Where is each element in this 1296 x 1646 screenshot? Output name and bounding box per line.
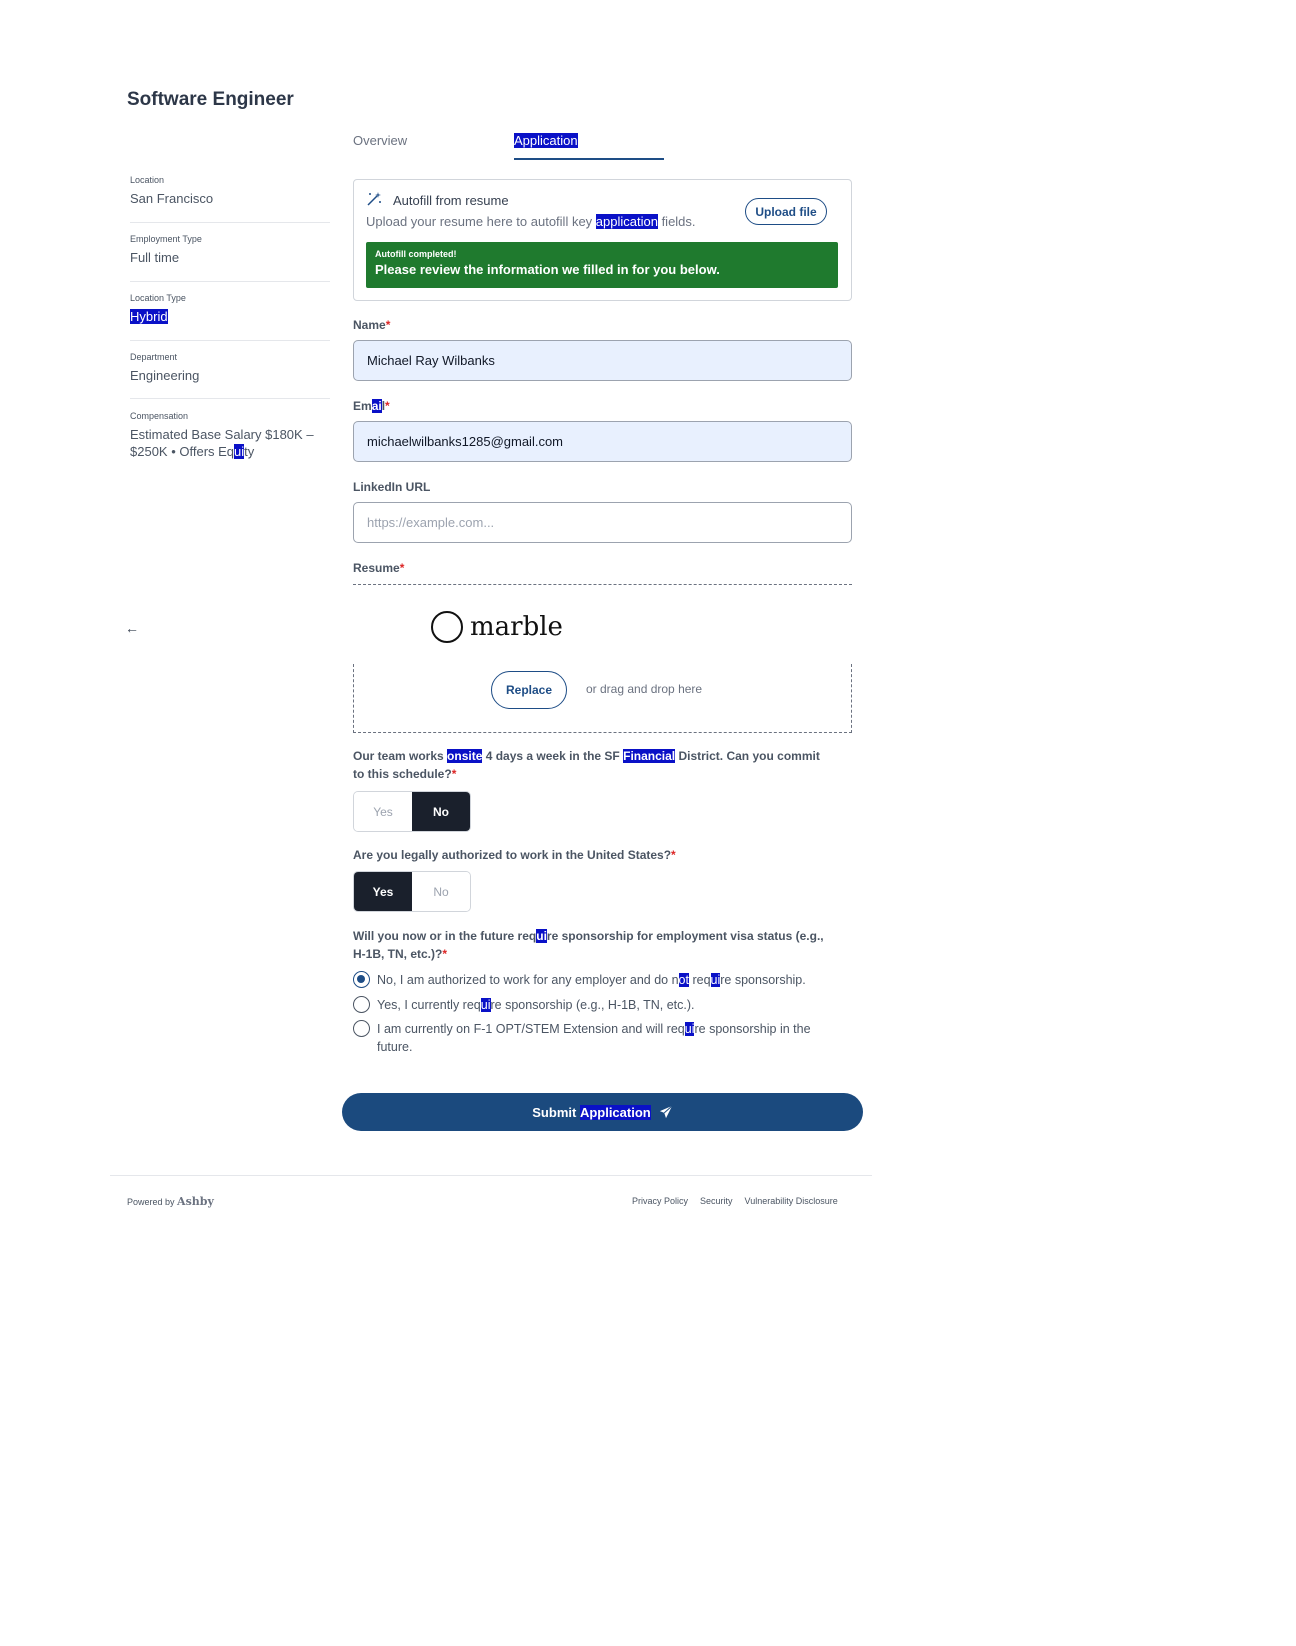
sidebar-divider	[130, 340, 330, 341]
footer-links	[632, 1196, 838, 1206]
authorized-question	[353, 846, 853, 864]
resume-label-text: Resume	[353, 561, 400, 575]
q-text: District. Can you commit	[675, 749, 820, 763]
autofill-desc-text: Upload your resume here to autofill key	[366, 214, 596, 229]
powered-by-text: Powered by	[127, 1197, 178, 1207]
required-mark: *	[385, 399, 390, 413]
option-text-part: I am currently on F-1 OPT/STEM Extension and will req	[377, 1022, 685, 1036]
vulnerability-disclosure-link[interactable]: Vulnerability Disclosure	[744, 1196, 838, 1206]
sponsorship-question	[353, 927, 853, 963]
paper-plane-icon	[659, 1105, 673, 1119]
email-input[interactable]: michaelwilbanks1285@gmail.com	[353, 421, 852, 462]
option-text	[377, 996, 695, 1014]
required-mark: *	[385, 318, 391, 332]
tab-application[interactable]	[514, 133, 578, 148]
marble-logo	[431, 611, 563, 643]
security-link[interactable]: Security	[700, 1196, 733, 1206]
submit-label-highlight: Application	[579, 1104, 651, 1120]
option-text-part: re sponsorship (e.g., H-1B, TN, etc.).	[490, 998, 695, 1012]
option-text-part: req	[688, 973, 711, 987]
linkedin-input[interactable]: https://example.com...	[353, 502, 852, 543]
compensation-line-2: $250K • Offers Eq	[130, 444, 235, 459]
tab-application-label: Application	[514, 133, 578, 148]
autofill-title: Autofill from resume	[393, 193, 509, 208]
option-text-part: re sponsorship in the	[694, 1022, 811, 1036]
authorized-no-button[interactable]: No	[412, 872, 470, 911]
back-arrow-icon[interactable]: ←	[125, 620, 139, 636]
required-mark: *	[451, 767, 457, 781]
page-title: Software Engineer	[127, 89, 294, 110]
required-mark: *	[671, 848, 676, 862]
privacy-policy-link[interactable]: Privacy Policy	[632, 1196, 689, 1206]
onsite-yes-button[interactable]: Yes	[354, 792, 412, 831]
footer-divider	[110, 1175, 872, 1176]
sidebar-label: Employment Type	[130, 234, 202, 244]
marble-circle-icon	[431, 611, 463, 643]
authorized-yes-button[interactable]: Yes	[354, 872, 412, 911]
q-text: H-1B, TN, etc.)?	[353, 947, 443, 961]
sidebar-compensation	[130, 411, 330, 460]
onsite-question	[353, 747, 853, 783]
sidebar-label: Location Type	[130, 293, 186, 303]
required-mark: *	[399, 561, 405, 575]
option-highlight: ui	[480, 998, 491, 1012]
name-label	[353, 318, 390, 332]
sponsorship-option-opt[interactable]	[353, 1020, 853, 1056]
linkedin-label: LinkedIn URL	[353, 480, 431, 494]
option-text-part: No, I am authorized to work for any employer and do n	[377, 973, 679, 987]
sidebar-label: Compensation	[130, 411, 189, 421]
q-text: Will you now or in the future req	[353, 929, 537, 943]
sidebar-value: Engineering	[130, 368, 200, 383]
active-tab-indicator	[514, 158, 664, 160]
sidebar-location-type	[130, 293, 330, 325]
upload-file-button[interactable]: Upload file	[745, 198, 827, 225]
success-title: Autofill completed!	[375, 249, 457, 259]
sponsorship-option-no[interactable]	[353, 971, 853, 989]
resume-dropzone-top	[353, 584, 852, 587]
sidebar-value	[130, 426, 330, 460]
sidebar-divider	[130, 281, 330, 282]
option-text	[377, 1020, 811, 1056]
sponsorship-option-yes[interactable]	[353, 996, 853, 1014]
replace-resume-button[interactable]: Replace	[491, 671, 567, 709]
q-highlight: ui	[536, 929, 547, 943]
onsite-yes-no-toggle	[353, 791, 471, 832]
q-text: Our team works	[353, 749, 448, 763]
sidebar-label: Department	[130, 352, 178, 362]
autofill-description	[366, 214, 696, 229]
autofill-success-banner	[366, 242, 838, 288]
q-text: re sponsorship for employment visa status (e.g.,	[546, 929, 824, 943]
onsite-no-button[interactable]: No	[412, 792, 470, 831]
option-text	[377, 971, 806, 989]
ashby-logo[interactable]: Ashby	[177, 1195, 214, 1208]
q-highlight: Financial	[623, 749, 676, 763]
sidebar-location	[130, 175, 330, 207]
success-message: Please review the information we filled in for you below.	[375, 262, 720, 277]
compensation-line-2-end: ty	[244, 444, 255, 459]
magic-wand-icon	[366, 191, 382, 207]
option-highlight: ui	[684, 1022, 695, 1036]
tab-overview[interactable]: Overview	[353, 133, 408, 148]
option-text-part: re sponsorship.	[720, 973, 806, 987]
option-text-part: Yes, I currently req	[377, 998, 481, 1012]
resume-dropzone[interactable]	[353, 664, 852, 733]
resume-label	[353, 561, 404, 575]
sidebar-value: San Francisco	[130, 191, 214, 206]
q-text: to this schedule?	[353, 767, 452, 781]
marble-logo-text: marble	[470, 612, 563, 642]
sidebar-value: Hybrid	[130, 309, 168, 324]
sidebar-value: Full time	[130, 250, 180, 265]
drag-drop-hint: or drag and drop here	[586, 682, 703, 696]
radio-checked-icon[interactable]	[353, 971, 370, 988]
option-highlight: ui	[710, 973, 721, 987]
sidebar-divider	[130, 398, 330, 399]
sidebar-label: Location	[130, 175, 165, 185]
q-highlight: onsite	[447, 749, 483, 763]
option-highlight: ot	[678, 973, 689, 987]
radio-unchecked-icon[interactable]	[353, 1020, 370, 1037]
email-label-text: Em	[353, 399, 372, 413]
sidebar-employment-type	[130, 234, 330, 266]
compensation-highlight: ui	[234, 444, 245, 459]
email-label-highlight: ai	[371, 399, 382, 413]
submit-application-button[interactable]	[342, 1093, 863, 1131]
q-text: Are you legally authorized to work in the United States?	[353, 848, 672, 862]
email-label	[353, 399, 390, 413]
required-mark: *	[442, 947, 448, 961]
compensation-line-1: Estimated Base Salary $180K –	[130, 427, 314, 442]
name-label-text: Name	[353, 318, 386, 332]
powered-by	[127, 1195, 214, 1208]
email-label-end: l	[381, 399, 386, 413]
autofill-desc-end: fields.	[657, 214, 696, 229]
sidebar-divider	[130, 222, 330, 223]
option-text-part: future.	[377, 1040, 413, 1054]
authorized-yes-no-toggle	[353, 871, 471, 912]
name-input[interactable]: Michael Ray Wilbanks	[353, 340, 852, 381]
radio-unchecked-icon[interactable]	[353, 996, 370, 1013]
sidebar-department	[130, 352, 330, 384]
autofill-desc-highlight: application	[595, 214, 658, 229]
q-text: 4 days a week in the SF	[482, 749, 624, 763]
submit-label: Submit	[532, 1104, 580, 1120]
